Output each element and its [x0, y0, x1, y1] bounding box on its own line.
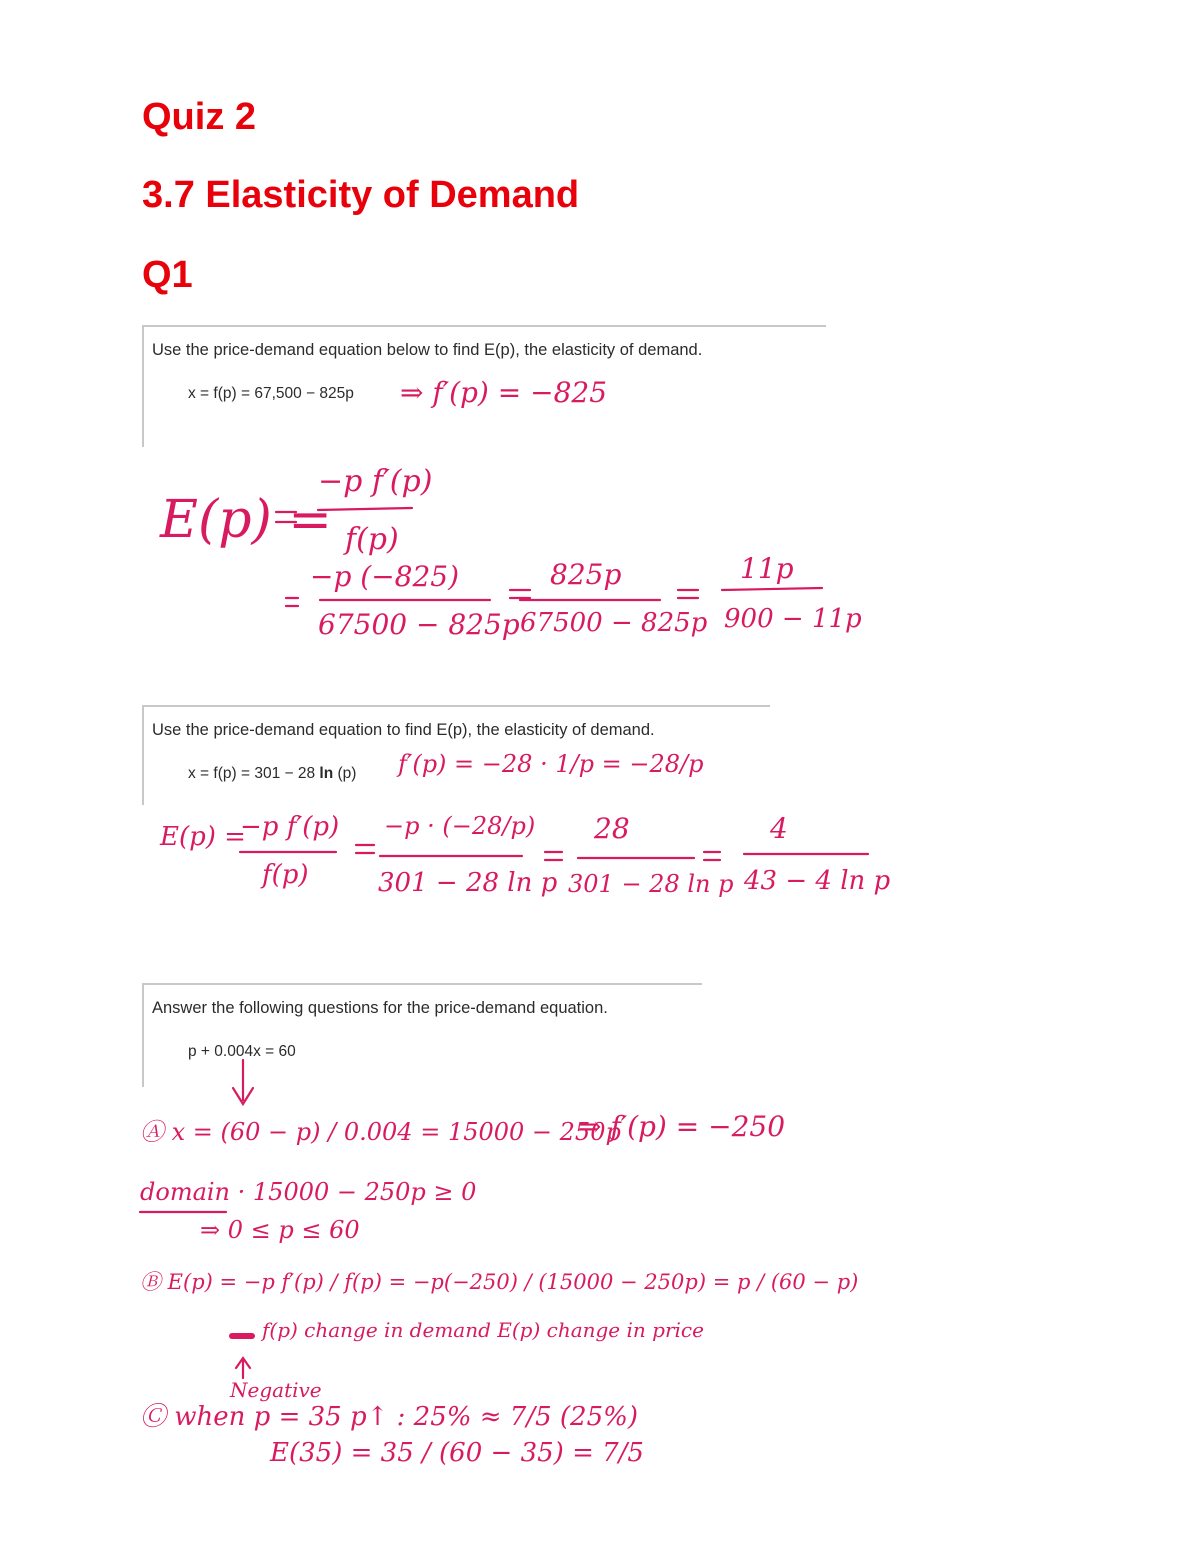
problem2-derivative-note: f′(p) = −28 · 1/p = −28/p — [398, 750, 704, 778]
problem1-equation: x = f(p) = 67,500 − 825p — [188, 385, 354, 402]
problem2-ep-numerator: −p f′(p) — [240, 812, 340, 842]
section-title: 3.7 Elasticity of Demand — [142, 174, 580, 216]
problem1-step1-denominator: 67500 − 825p — [318, 608, 520, 641]
problem1-step2-denominator: 67500 − 825p — [520, 608, 708, 638]
problem2-ep-label: E(p) = — [160, 822, 246, 852]
question-label: Q1 — [142, 254, 193, 296]
problem1-prompt: Use the price-demand equation below to find E(p), the elasticity of demand. — [152, 341, 703, 359]
problem3-part-c-calc: E(35) = 35 / (60 − 35) = 7/5 — [270, 1438, 644, 1468]
problem3-part-c: Ⓒ when p = 35 p↑ : 25% ≈ 7/5 (25%) — [140, 1402, 638, 1432]
problem3-negative-note: Negative — [230, 1378, 322, 1402]
problem1-derivative-note: ⇒ f′(p) = −825 — [400, 376, 608, 409]
problem1-step2-numerator: 825p — [550, 558, 622, 591]
problem3-part-a: Ⓐ x = (60 − p) / 0.004 = 15000 − 250p — [140, 1118, 621, 1146]
quiz-title: Quiz 2 — [142, 96, 257, 138]
problem2-equation-ln: ln — [319, 765, 334, 782]
problem2-step1-numerator: −p · (−28/p) — [384, 812, 536, 840]
problem2-ep-denominator: f(p) — [262, 860, 309, 890]
fraction-bar — [318, 508, 412, 510]
problem3-equation: p + 0.004x = 60 — [188, 1043, 296, 1060]
problem1-step1-numerator: −p (−825) — [310, 560, 460, 593]
problem1-step3-denominator: 900 − 11p — [724, 604, 862, 634]
problem2-equation — [188, 765, 356, 783]
problem1-ep-label: E(p) = — [160, 490, 332, 550]
problem2-step1-denominator: 301 − 28 ln p — [378, 868, 558, 898]
problem2-step2-denominator: 301 − 28 ln p — [568, 870, 734, 898]
problem1-ep-numerator: −p f′(p) — [318, 464, 433, 499]
problem2-equation-suffix: (p) — [333, 765, 357, 782]
fraction-bar — [722, 588, 822, 590]
problem1-step3-numerator: 11p — [740, 552, 794, 585]
problem3-part-b: Ⓑ E(p) = −p f′(p) / f(p) = −p(−250) / (15000 − 250p) = p / (60 − p) — [140, 1270, 859, 1294]
problem2-step2-numerator: 28 — [594, 812, 630, 845]
problem2-prompt: Use the price-demand equation to find E(p), the elasticity of demand. — [152, 721, 655, 739]
problem3-domain-result: ⇒ 0 ≤ p ≤ 60 — [200, 1216, 360, 1244]
problem1-ep-denominator: f(p) — [345, 522, 399, 557]
problem2-step3-numerator: 4 — [770, 812, 788, 845]
problem3-domain: domain · 15000 − 250p ≥ 0 — [140, 1178, 477, 1206]
up-arrow-icon — [236, 1358, 250, 1378]
problem2-equation-prefix: x = f(p) = 301 − 28 — [188, 765, 320, 782]
problem3-screenshot — [142, 983, 702, 1087]
problem2-step3-denominator: 43 − 4 ln p — [744, 866, 891, 896]
problem3-part-a-derivative: ⇒ f′(p) = −250 — [578, 1110, 786, 1143]
problem3-part-b-note: f(p) change in demand E(p) change in price — [262, 1318, 704, 1342]
problem3-prompt: Answer the following questions for the price-demand equation. — [152, 999, 608, 1017]
